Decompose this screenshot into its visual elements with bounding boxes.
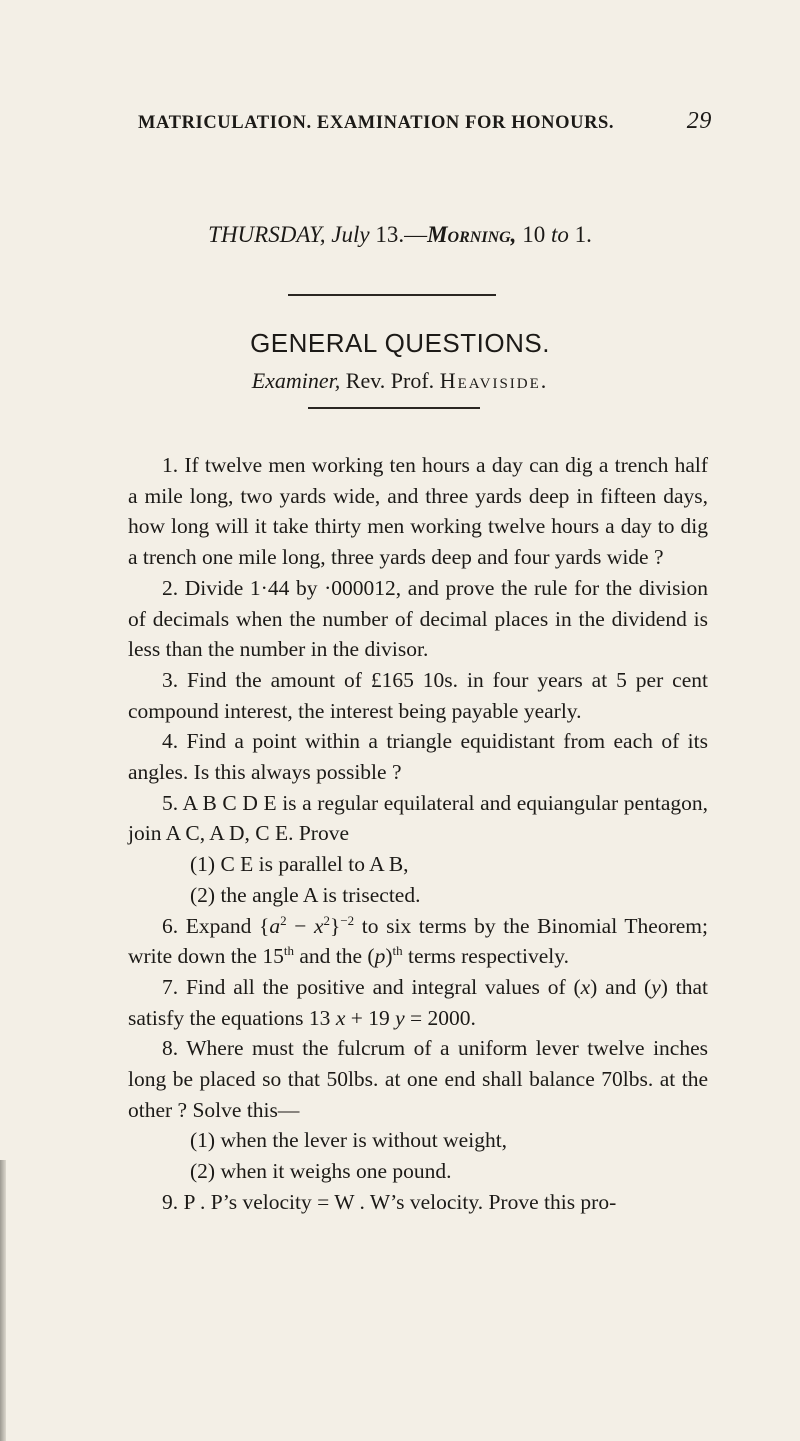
examiner-label: Examiner, bbox=[251, 368, 341, 393]
question-3: 3. Find the amount of £165 10s. in four years at 5 per cent compound interest, the interest being payable yearly. bbox=[128, 667, 708, 723]
top-divider bbox=[288, 294, 496, 296]
q6-exp-x: 2 bbox=[323, 912, 330, 928]
q7-text-c: ) that satisfy the equations 13 bbox=[128, 974, 708, 1030]
q6-var-a: a bbox=[269, 913, 281, 938]
examiner-line bbox=[0, 368, 800, 394]
q7-var-x2: x bbox=[335, 1005, 346, 1030]
date-month: July bbox=[331, 222, 370, 247]
page-number: 29 bbox=[686, 108, 712, 134]
q6-th-1: th bbox=[283, 943, 294, 959]
date-line bbox=[0, 222, 800, 248]
q6-th-2: th bbox=[392, 943, 403, 959]
section-title: GENERAL QUESTIONS. bbox=[250, 328, 550, 358]
q6-text-c: and the ( bbox=[293, 944, 375, 969]
q7-text-d: + 19 bbox=[345, 1005, 390, 1030]
questions-body bbox=[128, 450, 708, 1218]
examiner-prefix: Rev. Prof. bbox=[345, 368, 435, 393]
examiner-name: Heaviside. bbox=[439, 368, 549, 393]
q6-brace-open: { bbox=[259, 913, 270, 938]
running-head-title: MATRICULATION. EXAMINATION FOR HONOURS. bbox=[138, 113, 615, 133]
q6-minus: − bbox=[286, 913, 314, 938]
question-1: 1. If twelve men working ten hours a day can dig a trench half a mile long, two yards wide, and three yards deep in fifteen days, how long will it take thirty men working twelve hours a day to dig a trench one mile long, three yards deep and four yards wide ? bbox=[128, 453, 708, 570]
q6-text-d: ) bbox=[385, 944, 393, 969]
question-5-part-2: (2) the angle A is trisected. bbox=[190, 882, 421, 907]
q6-exp-a: 2 bbox=[280, 912, 287, 928]
question-2: 2. Divide 1·44 by ·000012, and prove the rule for the division of decimals when the number of decimal places in the dividend is less than the number in the divisor. bbox=[128, 575, 708, 662]
question-5: 5. A B C D E is a regular equilateral and equiangular pentagon, join A C, A D, C E. Prove bbox=[128, 790, 708, 846]
q7-var-y2: y bbox=[395, 1005, 405, 1030]
running-head bbox=[138, 108, 712, 135]
date-number: 13.— bbox=[375, 222, 428, 247]
time-to: to bbox=[550, 222, 569, 247]
question-8: 8. Where must the fulcrum of a uniform lever twelve inches long be placed so that 50lbs. at one end shall balance 70lbs. at the other ? Solve this— bbox=[128, 1036, 708, 1122]
q6-brace-close: } bbox=[330, 913, 341, 938]
q6-neg-exp: −2 bbox=[340, 912, 355, 928]
question-7 bbox=[128, 972, 708, 1033]
q7-var-y: y bbox=[651, 974, 661, 999]
q7-text-b: ) and ( bbox=[590, 974, 652, 999]
date-day: THURSDAY, bbox=[208, 222, 326, 247]
q7-text-e: = 2000. bbox=[404, 1005, 476, 1030]
q7-var-x: x bbox=[580, 974, 591, 999]
question-4: 4. Find a point within a triangle equidistant from each of its angles. Is this always possible ? bbox=[128, 729, 708, 785]
page-binding-edge bbox=[0, 1160, 6, 1441]
q6-var-p: p bbox=[374, 944, 386, 969]
q6-text-b: to six terms by the Binomial Theorem; write down the 15 bbox=[128, 913, 708, 969]
q7-text-a: 7. Find all the positive and integral values of ( bbox=[162, 974, 581, 999]
q6-var-x: x bbox=[313, 913, 324, 938]
question-8-part-1: (1) when the lever is without weight, bbox=[190, 1128, 508, 1153]
time-start: 10 bbox=[522, 222, 546, 247]
date-session: Morning, bbox=[427, 222, 517, 247]
time-end: 1. bbox=[574, 222, 592, 247]
question-8-part-2: (2) when it weighs one pound. bbox=[190, 1159, 452, 1184]
question-6 bbox=[128, 911, 708, 972]
question-5-part-1: (1) C E is parallel to A B, bbox=[190, 852, 409, 877]
q6-lead: 6. Expand bbox=[162, 913, 252, 938]
bottom-divider bbox=[308, 407, 480, 409]
q6-text-e: terms respectively. bbox=[402, 944, 569, 969]
question-9: 9. P . P’s velocity = W . W’s velocity. Prove this pro- bbox=[162, 1189, 617, 1214]
